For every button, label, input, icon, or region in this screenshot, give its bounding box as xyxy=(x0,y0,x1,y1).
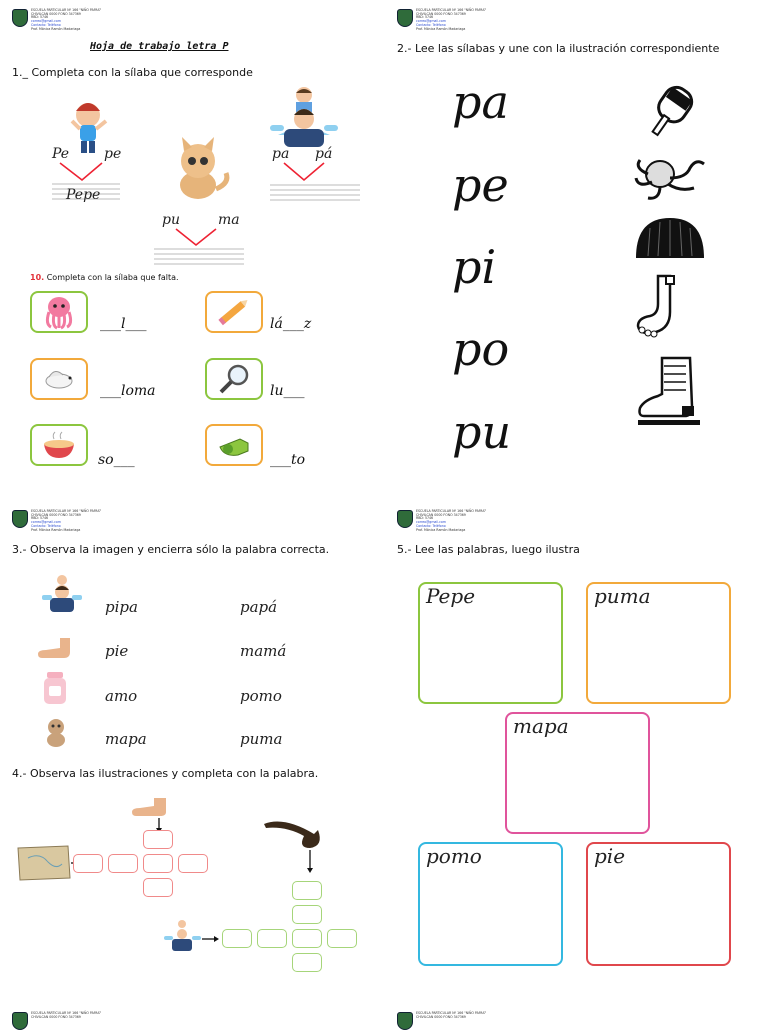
syllable-pu: pu xyxy=(452,405,512,459)
pipe-icon xyxy=(264,822,320,848)
crossword-cell[interactable] xyxy=(222,929,252,948)
school-header xyxy=(397,9,486,31)
draw-box-pepe[interactable] xyxy=(418,582,563,704)
draw-box-mapa[interactable] xyxy=(505,712,650,834)
dove-card xyxy=(30,358,88,400)
syllable: pe xyxy=(104,146,122,162)
magnifier-card xyxy=(205,358,263,400)
school-crest-icon xyxy=(397,1012,413,1030)
blank-word: ___l___ xyxy=(100,316,147,332)
octopus-card xyxy=(30,291,88,333)
foot-small-icon xyxy=(132,798,166,816)
header-line: Contacto: Teléfono xyxy=(416,523,446,528)
school-crest-icon xyxy=(12,9,28,27)
question-2: 2.- Lee las sílabas y une con la ilustración correspondiente xyxy=(397,42,720,55)
cat-icon xyxy=(180,137,227,199)
crossword-cell[interactable] xyxy=(292,881,322,900)
pencil-card xyxy=(205,291,263,333)
header-line: CHIVILCAN 0000 FONO 347369 xyxy=(416,11,466,16)
syllable-pi: pi xyxy=(452,240,497,294)
crossword-cell[interactable] xyxy=(73,854,103,873)
foot-color-icon xyxy=(36,636,80,662)
draw-box-pomo[interactable] xyxy=(418,842,563,966)
crossword-cell[interactable] xyxy=(292,905,322,924)
header-line: Prof. Mónica Ramón Madariaga xyxy=(416,527,466,532)
box-word: pie xyxy=(594,844,626,868)
word-option[interactable]: mamá xyxy=(240,642,287,660)
header-line: Prof. Mónica Ramón Madariaga xyxy=(31,527,81,532)
pencil-icon xyxy=(214,294,254,330)
foot-icon xyxy=(630,272,710,344)
header-line: ESCUELA PARTICULAR Nº 166 "NIÑO PAPAS" xyxy=(416,1011,487,1015)
father-child-tiny-icon xyxy=(164,920,201,951)
header-line: ESCUELA PARTICULAR Nº 166 "NIÑO PAPAS" xyxy=(31,509,102,513)
octopus-icon xyxy=(39,294,79,330)
question-3: 3.- Observa la imagen y encierra sólo la palabra correcta. xyxy=(12,543,330,556)
question-5: 5.- Lee las palabras, luego ilustra xyxy=(397,543,580,556)
header-line: correo@gmail.com xyxy=(31,520,61,525)
crossword-cell[interactable] xyxy=(292,953,322,972)
box-word: mapa xyxy=(513,714,569,738)
whistle-icon xyxy=(214,427,254,463)
header-line: Contacto: Teléfono xyxy=(31,22,61,27)
crossword-cell[interactable] xyxy=(143,878,173,897)
word-option[interactable]: pipa xyxy=(105,598,138,616)
syllable-pa: pa xyxy=(452,75,509,129)
crossword-cell[interactable] xyxy=(327,929,357,948)
soup-icon xyxy=(39,427,79,463)
word-option[interactable]: puma xyxy=(240,730,283,748)
box-word: pomo xyxy=(426,844,482,868)
header-line: ESCUELA PARTICULAR Nº 166 "NIÑO PAPAS" xyxy=(31,1011,102,1015)
school-crest-icon xyxy=(397,510,413,528)
syllable: pa xyxy=(272,146,290,162)
blank-word: lu___ xyxy=(270,383,305,399)
header-line: correo@gmail.com xyxy=(31,19,61,24)
school-header xyxy=(12,9,101,31)
whistle-card xyxy=(205,424,263,466)
word-option[interactable]: amo xyxy=(105,687,138,705)
box-word: Pepe xyxy=(426,584,476,608)
header-line: RBD: 5746 xyxy=(416,15,434,20)
header-line: Contacto: Teléfono xyxy=(416,22,446,27)
map-icon xyxy=(18,846,70,880)
v-mark xyxy=(176,229,216,245)
header-line: CHIVILCAN 0000 FONO 347369 xyxy=(31,512,81,517)
syllable: pá xyxy=(315,146,333,162)
school-header xyxy=(397,1012,486,1030)
page-title: Hoja de trabajo letra P xyxy=(90,41,229,52)
header-line: ESCUELA PARTICULAR Nº 166 "NIÑO PAPAS" xyxy=(416,509,487,513)
syllable-pe: pe xyxy=(452,158,509,212)
ice-skate-icon xyxy=(630,352,710,436)
crossword-cell[interactable] xyxy=(143,854,173,873)
box-word: puma xyxy=(594,584,651,608)
header-line: Contacto: Teléfono xyxy=(31,523,61,528)
school-crest-icon xyxy=(397,9,413,27)
hair-icon xyxy=(630,214,710,264)
father-child-icon xyxy=(270,87,338,147)
blank-word: so___ xyxy=(98,452,135,468)
soup-card xyxy=(30,424,88,466)
crossword-cell[interactable] xyxy=(178,854,208,873)
header-line: correo@gmail.com xyxy=(416,19,446,24)
blank-word: ___loma xyxy=(100,383,156,399)
question-4: 4.- Observa las ilustraciones y completa con la palabra. xyxy=(12,767,319,780)
header-line: ESCUELA PARTICULAR Nº 166 "NIÑO PAPAS" xyxy=(416,8,487,12)
word-option[interactable]: papá xyxy=(240,598,278,616)
school-crest-icon xyxy=(12,1012,28,1030)
cougar-icon xyxy=(42,716,72,748)
draw-box-puma[interactable] xyxy=(586,582,731,704)
syllable: pu xyxy=(162,212,180,228)
crossword-cell[interactable] xyxy=(143,830,173,849)
crossword-cell[interactable] xyxy=(257,929,287,948)
draw-box-pie[interactable] xyxy=(586,842,731,966)
word-option[interactable]: pomo xyxy=(240,687,282,705)
popsicle-icon xyxy=(630,82,710,142)
dove-icon xyxy=(39,361,79,397)
header-line: CHIVILCAN 0000 FONO 347369 xyxy=(416,1014,466,1019)
question-1: 1._ Completa con la sílaba que corresponde xyxy=(12,66,253,79)
school-crest-icon xyxy=(12,510,28,528)
answer-word: Pepe xyxy=(66,187,101,203)
school-header xyxy=(397,510,486,532)
question-10 xyxy=(30,273,179,282)
syllable-po: po xyxy=(452,322,510,376)
magnifier-icon xyxy=(214,361,254,397)
header-line: ESCUELA PARTICULAR Nº 166 "NIÑO PAPAS" xyxy=(31,8,102,12)
school-header xyxy=(12,1012,101,1030)
question-10-number: 10. xyxy=(30,273,45,282)
word-option[interactable]: mapa xyxy=(105,730,147,748)
boy-icon xyxy=(72,103,106,153)
jar-icon xyxy=(40,670,70,706)
blank-word: lá___z xyxy=(270,316,312,332)
crossword-cell[interactable] xyxy=(108,854,138,873)
octopus-outline-icon xyxy=(630,148,710,208)
crossword-cell[interactable] xyxy=(292,929,322,948)
syllable: ma xyxy=(218,212,240,228)
header-line: CHIVILCAN 0000 FONO 347369 xyxy=(31,11,81,16)
father-child-small-icon xyxy=(38,575,88,613)
header-line: Prof. Mónica Ramón Madariaga xyxy=(31,26,81,31)
question-10-text: Completa con la sílaba que falta. xyxy=(46,273,179,282)
v-mark xyxy=(60,163,102,180)
word-option[interactable]: pie xyxy=(105,642,129,660)
v-mark xyxy=(284,163,324,180)
syllable: Pe xyxy=(52,146,70,162)
header-line: CHIVILCAN 0000 FONO 347369 xyxy=(31,1014,81,1019)
header-line: RBD: 5746 xyxy=(416,516,434,521)
school-header xyxy=(12,510,101,532)
header-line: Prof. Mónica Ramón Madariaga xyxy=(416,26,466,31)
header-line: RBD: 5746 xyxy=(31,516,49,521)
blank-word: ___to xyxy=(270,452,306,468)
header-line: RBD: 5746 xyxy=(31,15,49,20)
header-line: correo@gmail.com xyxy=(416,520,446,525)
q1-exercise xyxy=(12,85,372,270)
header-line: CHIVILCAN 0000 FONO 347369 xyxy=(416,512,466,517)
